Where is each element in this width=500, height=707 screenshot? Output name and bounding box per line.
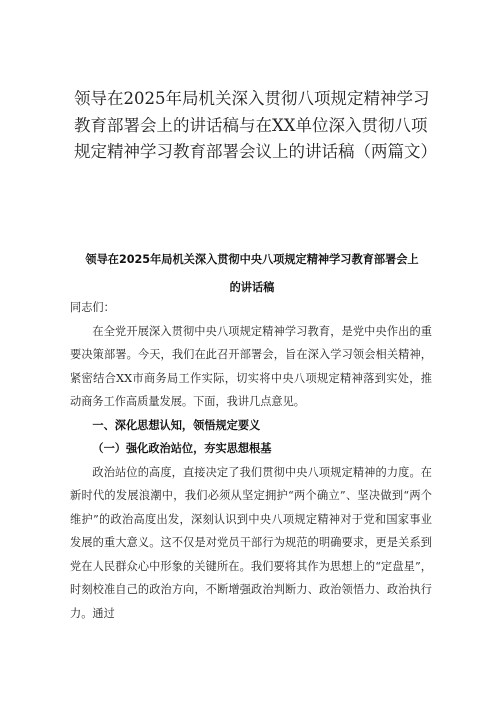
- speech-title-line-1: 领导在2025年局机关深入贯彻中央八项规定精神学习教育部署会上: [85, 253, 419, 266]
- salutation: 同志们：: [70, 301, 115, 314]
- paragraph-intro: 在全党开展深入贯彻中央八项规定精神学习教育，是党中央作出的重要决策部署。今天，我们在此召开部署会，旨在深入学习领会相关精神，紧密结合XX市商务局工作实际，切实将中央八项规定精神落到实处，推动商务工作高质量发展。下面，我讲几点意见。: [70, 324, 432, 408]
- subsection-heading-1: （一）强化政治站位，夯实思想根基: [92, 442, 272, 455]
- speech-body: [70, 296, 432, 625]
- cover-title: 领导在2025年局机关深入贯彻八项规定精神学习教育部署会上的讲话稿与在XX单位深入贯彻八项规定精神学习教育部署会议上的讲话稿（两篇文）: [74, 89, 437, 161]
- speech-title: [78, 246, 426, 302]
- section-heading-1: 一、深化思想认知，领悟规定要义: [92, 418, 261, 432]
- paragraph-political-stance: 政治站位的高度，直接决定了我们贯彻中央八项规定精神的力度。在新时代的发展浪潮中，我们必须从坚定拥护“两个确立”、坚决做到“两个维护”的政治高度出发，深刻认识到中央八项规定精神对于党和国家事业发展的重大意义。这不仅是对党员干部行为规范的明确要求，更是关系到党在人民群众心中形象的关键所在。我们要将其作为思想上的“定盘星”，时刻校准自己的政治方向，不断增强政治判断力、政治领悟力、政治执行力。通过: [70, 465, 432, 620]
- speech-title-line-2: 的讲话稿: [229, 281, 275, 294]
